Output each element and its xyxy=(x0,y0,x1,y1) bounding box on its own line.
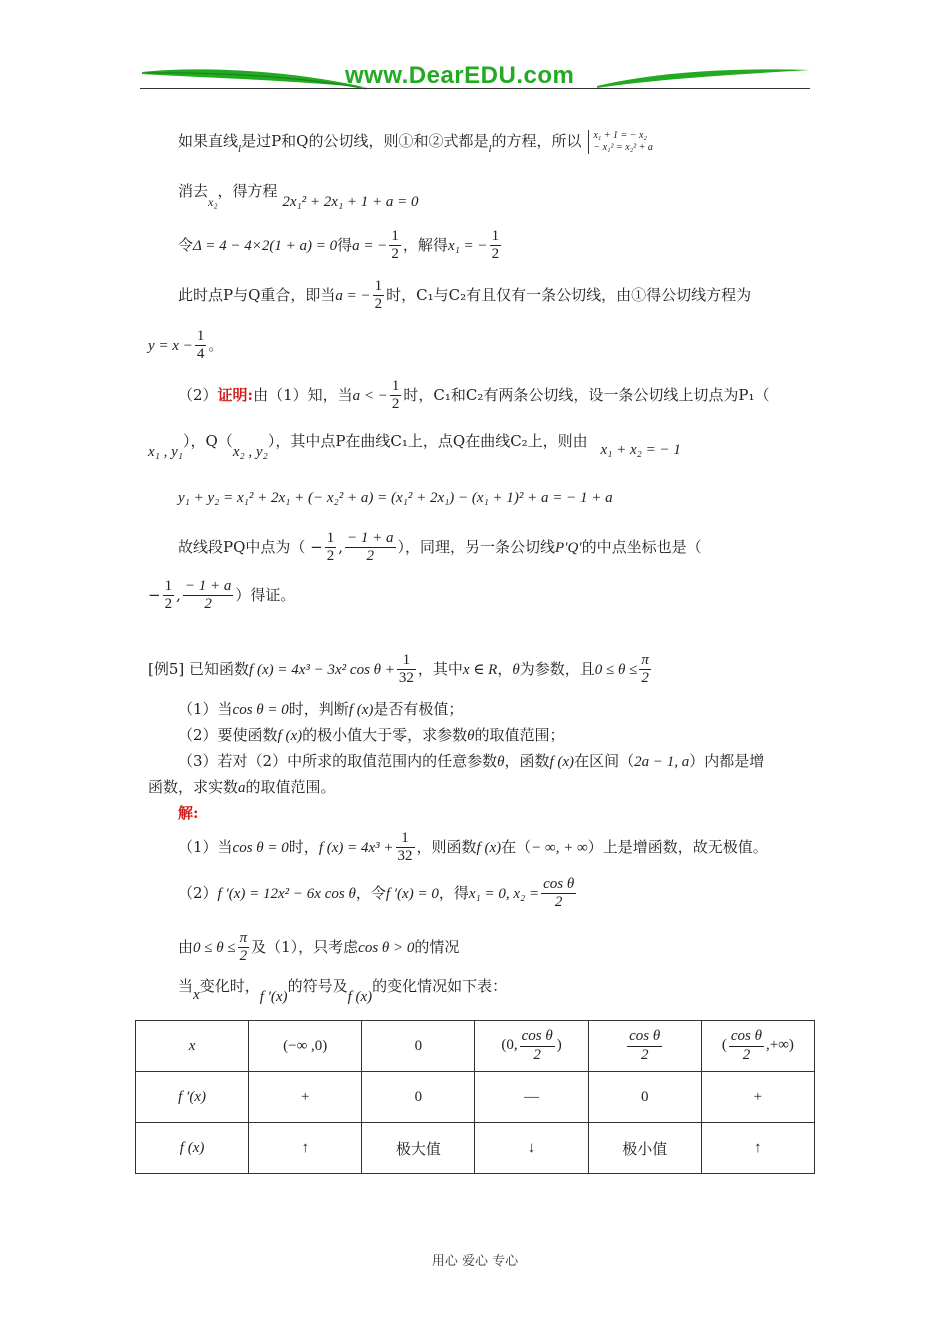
text: 及（1），只考虑 xyxy=(251,937,359,956)
text: 。 xyxy=(208,335,224,354)
text: （2） xyxy=(178,385,218,404)
text: 故线段PQ中点为（ − xyxy=(178,537,323,556)
equation: a = − xyxy=(352,237,388,254)
equation: f ′(x) = 0 xyxy=(385,885,439,902)
solution-2 xyxy=(178,876,578,912)
var-pq: P′Q′ xyxy=(555,539,582,556)
var-theta: θ xyxy=(467,728,475,744)
para-points xyxy=(148,430,681,461)
table-row xyxy=(136,1072,815,1123)
text: ，令 xyxy=(355,883,386,902)
equation: x ∈ R xyxy=(462,661,498,678)
question-3-cont xyxy=(148,776,336,797)
text: 时， xyxy=(288,837,319,856)
equation: x₁ + x₂ = − 1 xyxy=(600,442,681,458)
text: 的符号及 xyxy=(287,977,348,995)
equation: 0 ≤ θ ≤ xyxy=(594,661,638,678)
fraction: $\frac{1}{2}$ xyxy=(391,228,399,263)
var-theta: θ xyxy=(497,754,505,770)
fraction: $\frac{1}{4}$ xyxy=(196,328,205,363)
fraction: $\frac{1}{2}$ xyxy=(164,578,173,613)
header-banner xyxy=(140,58,810,98)
text: 的方程，所以 xyxy=(491,132,582,150)
question-1 xyxy=(178,698,463,719)
fraction: $\frac{1}{32}$ xyxy=(397,830,413,865)
solution-1 xyxy=(178,830,768,866)
header-swoosh-right xyxy=(595,58,815,98)
table-row xyxy=(136,1123,815,1174)
text: 此时点P与Q重合，即当 xyxy=(178,285,336,304)
equation: f (x) xyxy=(347,989,373,1005)
table-cell: $\frac{\text{cos θ}}{2}$ xyxy=(588,1021,701,1072)
para-discriminant xyxy=(178,228,503,264)
text: 的取值范围； xyxy=(474,726,565,744)
question-3 xyxy=(178,750,764,771)
para-common-tangent xyxy=(178,130,653,155)
fraction: $\frac{1}{2}$ xyxy=(491,228,500,263)
text: 的情况 xyxy=(414,937,460,956)
variation-table xyxy=(135,1020,815,1174)
var-x2: x₂ xyxy=(208,195,218,209)
text: ）上是增函数，故无极值。 xyxy=(587,837,768,856)
table-cell: f ′(x) xyxy=(136,1072,249,1123)
point-q: x₂ , y₂ xyxy=(232,444,268,460)
text: （2） xyxy=(178,883,218,902)
table-cell: — xyxy=(475,1072,588,1123)
table-cell: 0 xyxy=(588,1072,701,1123)
text: 是否有极值； xyxy=(373,700,464,718)
text: （1）当 xyxy=(178,837,233,856)
equation: 2x₁² + 2x₁ + 1 + a = 0 xyxy=(282,194,419,210)
fraction: $\frac{1}{32}$ xyxy=(398,652,414,687)
equation: − ∞, + ∞ xyxy=(531,839,588,856)
table-cell: ( $\frac{\text{cos θ}}{2}$ ,+∞) xyxy=(701,1021,814,1072)
equation: f (x) xyxy=(549,754,575,770)
text: 得 xyxy=(337,235,353,254)
para-sum-eq xyxy=(178,488,613,507)
fraction: $\frac{1}{2}$ xyxy=(326,530,335,565)
table-cell: 极大值 xyxy=(362,1123,475,1174)
text: 由（1）知，当 xyxy=(253,385,353,404)
table-row xyxy=(136,1021,815,1072)
equation: Δ = 4 − 4×2(1 + a) = 0 xyxy=(193,237,338,254)
table-cell: f (x) xyxy=(136,1123,249,1174)
text: 函数，求实数 xyxy=(148,778,239,796)
fraction: $\frac{- 1 + a}{2}$ xyxy=(184,578,232,613)
equation: 2a − 1, a xyxy=(634,754,690,770)
table-cell: x xyxy=(136,1021,249,1072)
text: ，得方程 xyxy=(217,182,278,200)
fraction: $\frac{\pi}{2}$ xyxy=(641,652,649,687)
text: （1）当 xyxy=(178,700,233,718)
para-proved: − $\frac{1}{2}$ , $\frac{- 1 + a}{2}$ ）得证。 xyxy=(148,578,296,613)
text: （2）要使函数 xyxy=(178,726,278,744)
var-x: x xyxy=(193,987,200,1003)
text: 令 xyxy=(178,235,194,254)
fraction: $\frac{- 1 + a}{2}$ xyxy=(347,530,394,565)
question-2 xyxy=(178,724,565,745)
text: ，函数 xyxy=(504,752,550,770)
text: ，则函数 xyxy=(416,837,477,856)
table-cell: (−∞ ,0) xyxy=(249,1021,362,1072)
text: ， xyxy=(497,659,513,678)
text: ），Q（ xyxy=(183,432,233,450)
header-rule xyxy=(140,88,810,89)
text: 的变化情况如下表： xyxy=(372,977,508,995)
equation: cos θ = 0 xyxy=(232,702,289,718)
var-theta: θ xyxy=(512,661,520,678)
equation: a < − xyxy=(352,387,388,404)
table-cell: ↑ xyxy=(701,1123,814,1174)
solution-label: 解: xyxy=(178,804,199,822)
text: 时，C₁与C₂有且仅有一条公切线，由①得公切线方程为 xyxy=(386,285,752,304)
text: ，得 xyxy=(438,883,469,902)
para-eliminate xyxy=(178,180,419,211)
equation: f ′(x) xyxy=(259,989,288,1005)
text: 由 xyxy=(178,937,194,956)
var-l: l xyxy=(238,143,242,155)
solution-4 xyxy=(178,975,507,1006)
solution-3 xyxy=(178,930,459,966)
text: − xyxy=(148,585,161,604)
table-cell: 0 xyxy=(362,1072,475,1123)
text: 变化时， xyxy=(199,977,260,995)
para-tangent-eq xyxy=(148,328,223,364)
text: ）得证。 xyxy=(235,585,296,604)
equation: cos θ > 0 xyxy=(358,939,415,956)
text: 的中点坐标也是（ xyxy=(581,537,702,556)
var-l: l xyxy=(488,143,492,155)
var-a: a xyxy=(238,780,246,796)
function-def: f (x) = 4x³ − 3x² cos θ + xyxy=(249,661,395,678)
para-proof xyxy=(178,378,769,414)
equation: x₁ = − xyxy=(447,237,488,254)
equation: f ′(x) = 12x² − 6x cos θ xyxy=(217,885,356,902)
table-cell: ↓ xyxy=(475,1123,588,1174)
text: ，其中 xyxy=(417,659,463,678)
fraction: $\frac{\text{cos θ}}{2}$ xyxy=(543,876,575,911)
example-label: [例5] xyxy=(148,659,185,678)
text: 已知函数 xyxy=(189,659,250,678)
text: 是过P和Q的公切线，则①和②式都是 xyxy=(241,132,489,150)
text: 当 xyxy=(178,977,194,995)
table-cell: 极小值 xyxy=(588,1123,701,1174)
text: 如果直线 xyxy=(178,132,239,150)
text: 消去 xyxy=(178,182,209,200)
table-cell: 0 xyxy=(362,1021,475,1072)
equation-system: x₁ + 1 = − x₂ − x₁² = x₂² + a xyxy=(588,130,653,154)
text: 为参数，且 xyxy=(519,659,595,678)
text: 的极小值大于零，求参数 xyxy=(302,726,468,744)
point-p1: x₁ , y₁ xyxy=(148,444,183,460)
fraction: $\frac{1}{2}$ xyxy=(374,278,383,313)
text: ）内都是增 xyxy=(689,752,765,770)
proof-label: 证明: xyxy=(217,385,254,404)
site-logo-text: www.DearEDU.com xyxy=(345,62,575,89)
para-coincide xyxy=(178,278,751,314)
fraction: $\frac{1}{2}$ xyxy=(391,378,400,413)
table-cell: + xyxy=(249,1072,362,1123)
equation: x₁ = 0, x₂ = xyxy=(468,885,540,902)
equation: f (x) xyxy=(348,702,374,718)
table-cell: ↑ xyxy=(249,1123,362,1174)
text: ，解得 xyxy=(402,235,448,254)
text: 在（ xyxy=(501,837,532,856)
equation: y = x − xyxy=(148,337,193,354)
text: （3）若对（2）中所求的取值范围内的任意参数 xyxy=(178,752,498,770)
equation: cos θ = 0 xyxy=(232,839,289,856)
table-cell: (0, $\frac{\text{cos θ}}{2}$ ) xyxy=(475,1021,588,1072)
para-midpoint: 故线段PQ中点为（ − $\frac{1}{2}$ , $\frac{- 1 + a}{2}$ ），同理，另一条公切线P′Q′的中点坐标也是（ xyxy=(178,530,702,565)
equation: y₁ + y₂ = x₁² + 2x₁ + (− x₂² + a) = (x₁² + 2x₁) − (x₁ + 1)² + a = − 1 + a xyxy=(178,490,613,506)
equation: f (x) xyxy=(277,728,303,744)
text: 时，判断 xyxy=(288,700,349,718)
text: ），其中点P在曲线C₁上，点Q在曲线C₂上，则由 xyxy=(267,432,588,450)
equation: a = − xyxy=(335,287,371,304)
equation: f (x) = 4x³ + xyxy=(318,839,394,856)
equation: f (x) xyxy=(476,839,502,856)
header-swoosh-left xyxy=(140,58,370,98)
fraction: $\frac{\pi}{2}$ xyxy=(239,930,248,965)
footer-text: 用心 爱心 专心 xyxy=(431,1254,519,1269)
equation: 0 ≤ θ ≤ xyxy=(193,939,236,956)
table-cell: + xyxy=(701,1072,814,1123)
text: 时，C₁和C₂有两条公切线，设一条公切线上切点为P₁（ xyxy=(403,385,770,404)
text: 的取值范围。 xyxy=(245,778,336,796)
text: ），同理，另一条公切线 xyxy=(397,537,556,556)
text: 在区间（ xyxy=(574,752,635,770)
example-5-statement xyxy=(148,652,653,688)
